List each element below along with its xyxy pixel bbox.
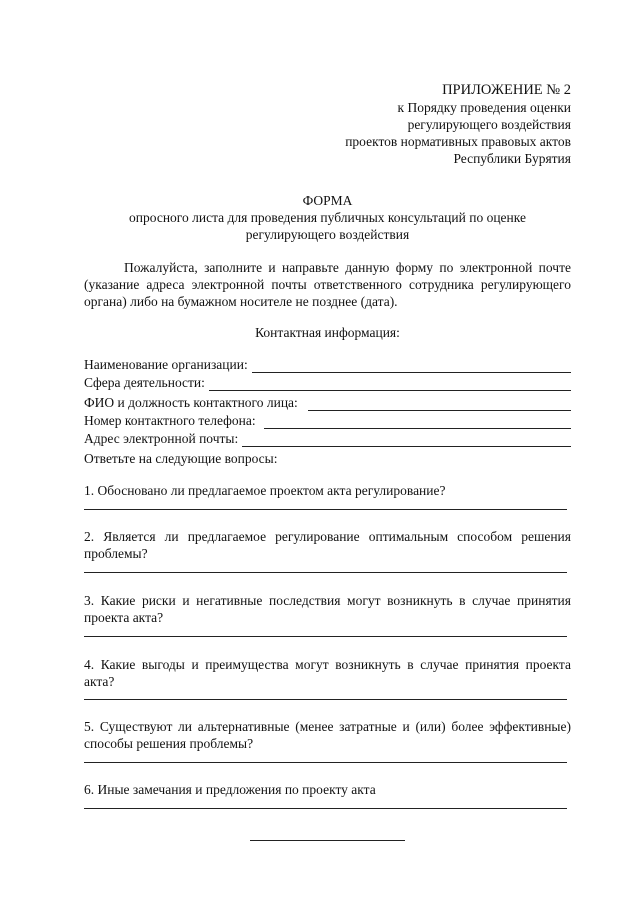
fill-line[interactable] [252, 359, 571, 373]
appendix-line: к Порядку проведения оценки [397, 100, 571, 115]
fill-line[interactable] [264, 415, 571, 429]
answer-line-3[interactable] [84, 636, 567, 637]
field-label: Сфера деятельности: [84, 375, 205, 390]
fill-line[interactable] [209, 377, 571, 391]
field-label: Наименование организации: [84, 357, 248, 372]
activity-field[interactable] [84, 373, 571, 391]
answer-line-1[interactable] [84, 509, 567, 510]
question-3: 3. Какие риски и негативные последствия могут возникнуть в случае принятия проекта акта? [84, 593, 571, 625]
answer-line-4[interactable] [84, 699, 567, 700]
answer-line-5[interactable] [84, 762, 567, 763]
phone-field[interactable] [84, 411, 571, 429]
question-5: 5. Существуют ли альтернативные (менее затратные и (или) более эффективные) способы решения проблемы? [84, 719, 571, 751]
signature-line[interactable] [250, 840, 405, 841]
appendix-line: регулирующего воздействия [407, 117, 571, 132]
answer-line-2[interactable] [84, 572, 567, 573]
question-6: 6. Иные замечания и предложения по проекту акта [84, 782, 376, 797]
intro-paragraph: Пожалуйста, заполните и направьте данную форму по электронной почте (указание адреса электронной почты ответственного сотрудника регулирующего органа) либо на бумажном носителе не позднее (дата). [84, 260, 571, 309]
field-label: ФИО и должность контактного лица: [84, 395, 298, 410]
appendix-line: проектов нормативных правовых актов [345, 134, 571, 149]
appendix-line: Республики Бурятия [453, 151, 571, 166]
organization-field[interactable] [84, 355, 571, 373]
question-4: 4. Какие выгоды и преимущества могут возникнуть в случае принятия проекта акта? [84, 657, 571, 689]
appendix-title: ПРИЛОЖЕНИЕ № 2 [442, 82, 571, 98]
form-subtitle: опросного листа для проведения публичных консультаций по оценке [129, 210, 526, 225]
form-subtitle: регулирующего воздействия [245, 227, 410, 242]
form-title: ФОРМА [302, 193, 353, 208]
questions-prompt: Ответьте на следующие вопросы: [84, 451, 278, 466]
fill-line[interactable] [308, 397, 571, 411]
field-label: Адрес электронной почты: [84, 431, 239, 446]
question-1: 1. Обосновано ли предлагаемое проектом акта регулирование? [84, 483, 446, 498]
answer-line-6[interactable] [84, 808, 567, 809]
email-field[interactable] [84, 429, 571, 447]
contact-person-field[interactable] [84, 393, 571, 411]
field-label: Номер контактного телефона: [84, 413, 256, 428]
fill-line[interactable] [242, 433, 571, 447]
question-2: 2. Является ли предлагаемое регулирование оптимальным способом решения проблемы? [84, 529, 571, 561]
contact-heading: Контактная информация: [255, 325, 400, 340]
